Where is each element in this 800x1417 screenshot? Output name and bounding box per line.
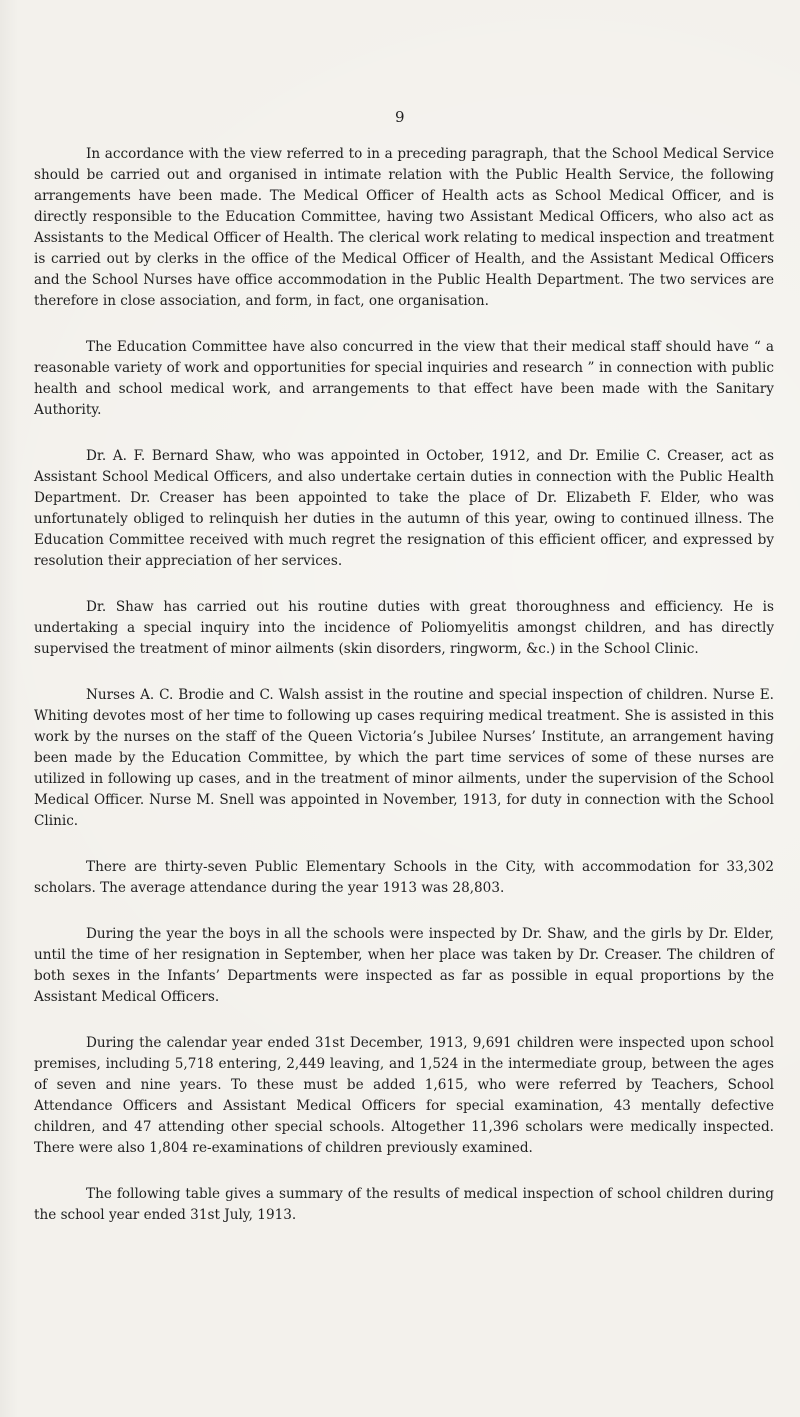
paragraph-dr-shaw: Dr. Shaw has carried out his routine duties with great thoroughness and efficiency. He is undertaking a special inquiry into the incidence of Poliomyelitis amongst children, and has directly supervised the treatment of minor ailments (skin disorders, ringworm, &c.) in the School Clinic. — [34, 599, 774, 657]
paragraph-research: The Education Committee have also concurred in the view that their medical staff should have “ a reasonable variety of work and opportunities for special inquiries and research ” in connection with public health and school medical work, and arrangements to that effect have been made with the Sanitary Authority. — [34, 339, 774, 418]
paragraph-inspection: During the year the boys in all the schools were inspected by Dr. Shaw, and the girls by Dr. Elder, until the time of her resignation in September, when her place was taken by Dr. Creaser. The children of both sexes in the Infants’ Departments were inspected as far as possible in equal proportions by the Assistant Medical Officers. — [34, 926, 774, 1005]
paragraph-statistics: During the calendar year ended 31st December, 1913, 9,691 children were inspected upon school premises, including 5,718 entering, 2,449 leaving, and 1,524 in the intermediate group, between the ages of seven and nine years. To these must be added 1,615, who were referred by Teachers, School Attendance Officers and Assistant Medical Officers for special examination, 43 mentally defective children, and 47 attending other special schools. Altogether 11,396 scholars were medically inspected. There were also 1,804 re-examinations of children previously examined. — [34, 1035, 774, 1156]
paragraph-table-intro: The following table gives a summary of the results of medical inspection of school children during the school year ended 31st July, 1913. — [34, 1186, 774, 1223]
page-number: 9 — [394, 108, 406, 126]
paragraph-nurses: Nurses A. C. Brodie and C. Walsh assist in the routine and special inspection of children. Nurse E. Whiting devotes most of her time to following up cases requiring medical treatment. She is assisted in this work by the nurses on the staff of the Queen Victoria’s Jubilee Nurses’ Institute, an arrangement having been made by the Education Committee, by which the part time services of some of these nurses are utilized in following up cases, and in the treatment of minor ailments, under the supervision of the School Medical Officer. Nurse M. Snell was appointed in November, 1913, for duty in connection with the School Clinic. — [34, 687, 774, 829]
paragraph-assistant-officers: Dr. A. F. Bernard Shaw, who was appointed in October, 1912, and Dr. Emilie C. Creaser, act as Assistant School Medical Officers, and also undertake certain duties in connection with the Public Health Department. Dr. Creaser has been appointed to take the place of Dr. Elizabeth F. Elder, who was unfortunately obliged to relinquish her duties in the autumn of this year, owing to continued illness. The Education Committee received with much regret the resignation of this efficient officer, and expressed by resolution their appreciation of her services. — [34, 448, 774, 569]
paragraph-organisation: In accordance with the view referred to in a preceding paragraph, that the School Medical Service should be carried out and organised in intimate relation with the Public Health Service, the following arrangements have been made. The Medical Officer of Health acts as School Medical Officer, and is directly responsible to the Education Committee, having two Assistant Medical Officers, who also act as Assistants to the Medical Officer of Health. The clerical work relating to medical inspection and treatment is carried out by clerks in the office of the Medical Officer of Health, and the Assistant Medical Officers and the School Nurses have office accommodation in the Public Health Department. The two services are therefore in close association, and form, in fact, one organisation. — [34, 146, 774, 309]
paragraph-schools: There are thirty-seven Public Elementary Schools in the City, with accommodation for 33,302 scholars. The average attendance during the year 1913 was 28,803. — [34, 859, 774, 896]
body-text — [34, 144, 774, 1251]
